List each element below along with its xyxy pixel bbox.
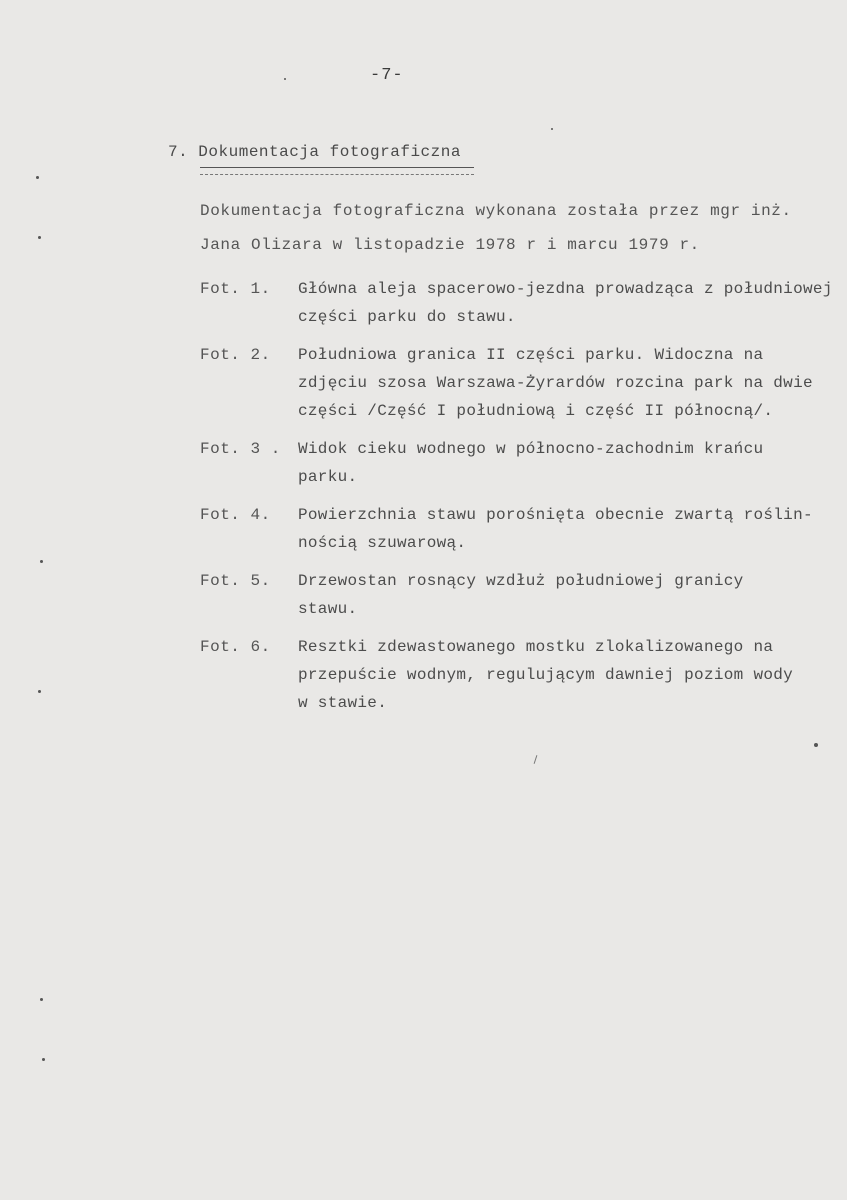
photo-description-line: parku. xyxy=(298,468,358,486)
photo-label: Fot. 6. xyxy=(200,638,271,656)
scan-speck xyxy=(551,128,553,130)
scan-speck xyxy=(36,176,39,179)
photo-description-line: Resztki zdewastowanego mostku zlokalizowanego na xyxy=(298,638,774,656)
photo-description xyxy=(298,435,843,491)
photo-description-line: Drzewostan rosnący wzdłuż południowej granicy xyxy=(298,572,744,590)
photo-item-3 xyxy=(200,435,845,491)
pencil-mark xyxy=(534,755,538,764)
photo-label: Fot. 1. xyxy=(200,280,271,298)
photo-item-6 xyxy=(200,633,845,717)
photo-label: Fot. 4. xyxy=(200,506,271,524)
intro-paragraph xyxy=(200,194,820,262)
photo-item-1 xyxy=(200,275,845,331)
photo-item-4 xyxy=(200,501,845,557)
photo-description-line: Główna aleja spacerowo-jezdna prowadząca z południowej xyxy=(298,280,833,298)
scan-speck xyxy=(38,236,41,239)
photo-description-line: części /Część I południową i część II północną/. xyxy=(298,402,774,420)
photo-label: Fot. 2. xyxy=(200,346,271,364)
photo-description-line: przepuście wodnym, regulującym dawniej poziom wody xyxy=(298,666,794,684)
photo-description-line: Widok cieku wodnego w północno-zachodnim krańcu xyxy=(298,440,764,458)
scan-speck xyxy=(814,743,818,747)
photo-item-5 xyxy=(200,567,845,623)
photo-description-line: stawu. xyxy=(298,600,358,618)
photo-description-line: Południowa granica II części parku. Widoczna na xyxy=(298,346,764,364)
photo-description xyxy=(298,567,843,623)
photo-list xyxy=(200,275,845,727)
photo-description-line: w stawie. xyxy=(298,694,388,712)
intro-line: Jana Olizara w listopadzie 1978 r i marcu 1979 r. xyxy=(200,236,700,254)
title-underline xyxy=(200,167,474,168)
photo-label: Fot. 3 . xyxy=(200,440,281,458)
title-underline-dashed xyxy=(200,174,474,175)
photo-description xyxy=(298,633,843,717)
photo-label: Fot. 5. xyxy=(200,572,271,590)
photo-description xyxy=(298,501,843,557)
photo-description xyxy=(298,275,843,331)
intro-line: Dokumentacja fotograficzna wykonana została przez mgr inż. xyxy=(200,202,792,220)
photo-description-line: Powierzchnia stawu porośnięta obecnie zwartą roślin- xyxy=(298,506,813,524)
photo-description-line: nością szuwarową. xyxy=(298,534,467,552)
photo-item-2 xyxy=(200,341,845,425)
photo-description xyxy=(298,341,843,425)
page-number: -7- xyxy=(370,66,404,85)
photo-description-line: części parku do stawu. xyxy=(298,308,516,326)
scan-speck xyxy=(40,998,43,1001)
scan-speck xyxy=(40,560,43,563)
scan-speck xyxy=(38,690,41,693)
scan-speck xyxy=(284,78,286,80)
section-title: 7. Dokumentacja fotograficzna xyxy=(168,143,461,161)
photo-description-line: zdjęciu szosa Warszawa-Żyrardów rozcina park na dwie xyxy=(298,374,813,392)
scan-speck xyxy=(42,1058,45,1061)
